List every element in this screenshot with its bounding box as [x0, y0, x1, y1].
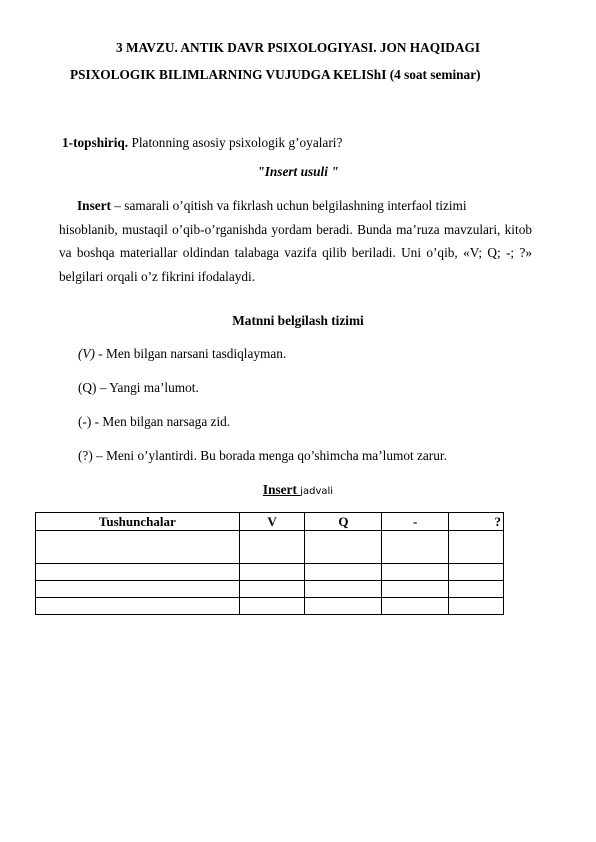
- marking-symbol: (V): [78, 346, 95, 361]
- marking-symbol: (Q): [78, 380, 97, 395]
- table-cell[interactable]: [305, 598, 382, 615]
- method-description-line-1: – samarali o’qitish va fikrlash uchun belgilashning interfaol tizimi: [110, 198, 467, 213]
- table-cell[interactable]: [239, 564, 305, 581]
- marking-item-question: [78, 448, 447, 464]
- document-title-line-1: 3 MAVZU. ANTIK DAVR PSIXOLOGIYASI. JON HAQIDAGI: [115, 40, 480, 55]
- table-cell[interactable]: [382, 531, 449, 564]
- marking-item-q: [78, 380, 199, 396]
- table-header-row: [36, 513, 504, 531]
- table-row: [36, 564, 504, 581]
- table-cell[interactable]: [239, 581, 305, 598]
- table-cell[interactable]: [382, 581, 449, 598]
- marking-item-minus: [78, 414, 230, 430]
- header-question: ?: [449, 513, 504, 531]
- document-title-line-2: PSIXOLOGIK BILIMLARNING VUJUDGA KELIShI (4 soat seminar): [70, 67, 481, 82]
- method-title: "Insert usuli ": [257, 164, 339, 179]
- table-row: [36, 581, 504, 598]
- table-caption-word: jadvali: [300, 486, 334, 497]
- table-cell[interactable]: [36, 564, 240, 581]
- method-description: [59, 194, 532, 288]
- table-caption: [0, 482, 596, 498]
- marking-symbol: (-): [78, 414, 92, 429]
- table-caption-bold: Insert: [262, 482, 301, 497]
- table-cell[interactable]: [305, 581, 382, 598]
- task-prompt: [62, 135, 342, 151]
- method-term: Insert: [77, 198, 111, 213]
- header-q: Q: [305, 513, 382, 531]
- table-cell[interactable]: [449, 581, 504, 598]
- marking-item-v: [78, 346, 286, 362]
- header-minus: -: [382, 513, 449, 531]
- table-cell[interactable]: [382, 564, 449, 581]
- task-text: Platonning asosiy psixologik g’oyalari?: [128, 135, 343, 150]
- table-cell[interactable]: [382, 598, 449, 615]
- table-cell[interactable]: [36, 531, 240, 564]
- task-label: 1-topshiriq.: [62, 135, 129, 150]
- marking-text: - Men bilgan narsaga zid.: [91, 414, 231, 429]
- table-row: [36, 531, 504, 564]
- table-cell[interactable]: [36, 598, 240, 615]
- table-cell[interactable]: [305, 564, 382, 581]
- table-cell[interactable]: [36, 581, 240, 598]
- table-cell[interactable]: [305, 531, 382, 564]
- marking-text: - Men bilgan narsani tasdiqlayman.: [94, 346, 287, 361]
- header-v: V: [239, 513, 305, 531]
- table-cell[interactable]: [449, 598, 504, 615]
- marking-system-title: Matnni belgilash tizimi: [232, 313, 364, 328]
- table-cell[interactable]: [449, 531, 504, 564]
- table-cell[interactable]: [449, 564, 504, 581]
- insert-table: [35, 512, 504, 615]
- header-tushunchalar: Tushunchalar: [36, 513, 240, 531]
- marking-symbol: (?): [78, 448, 93, 463]
- table-cell[interactable]: [239, 531, 305, 564]
- marking-text: – Meni o’ylantirdi. Bu borada menga qo’shimcha ma’lumot zarur.: [92, 448, 447, 463]
- method-description-rest: hisoblanib, mustaqil o’qib-o’rganishda yordam beradi. Bunda ma’ruza mavzulari, kitob va boshqa materiallar oldindan talabaga vazifa qilib beriladi. Uni o’qib, «V; Q; -; ?» belgilari orqali o’z fikrini ifodalaydi.: [59, 221, 532, 284]
- table-cell[interactable]: [239, 598, 305, 615]
- marking-text: – Yangi ma’lumot.: [96, 380, 199, 395]
- table-row: [36, 598, 504, 615]
